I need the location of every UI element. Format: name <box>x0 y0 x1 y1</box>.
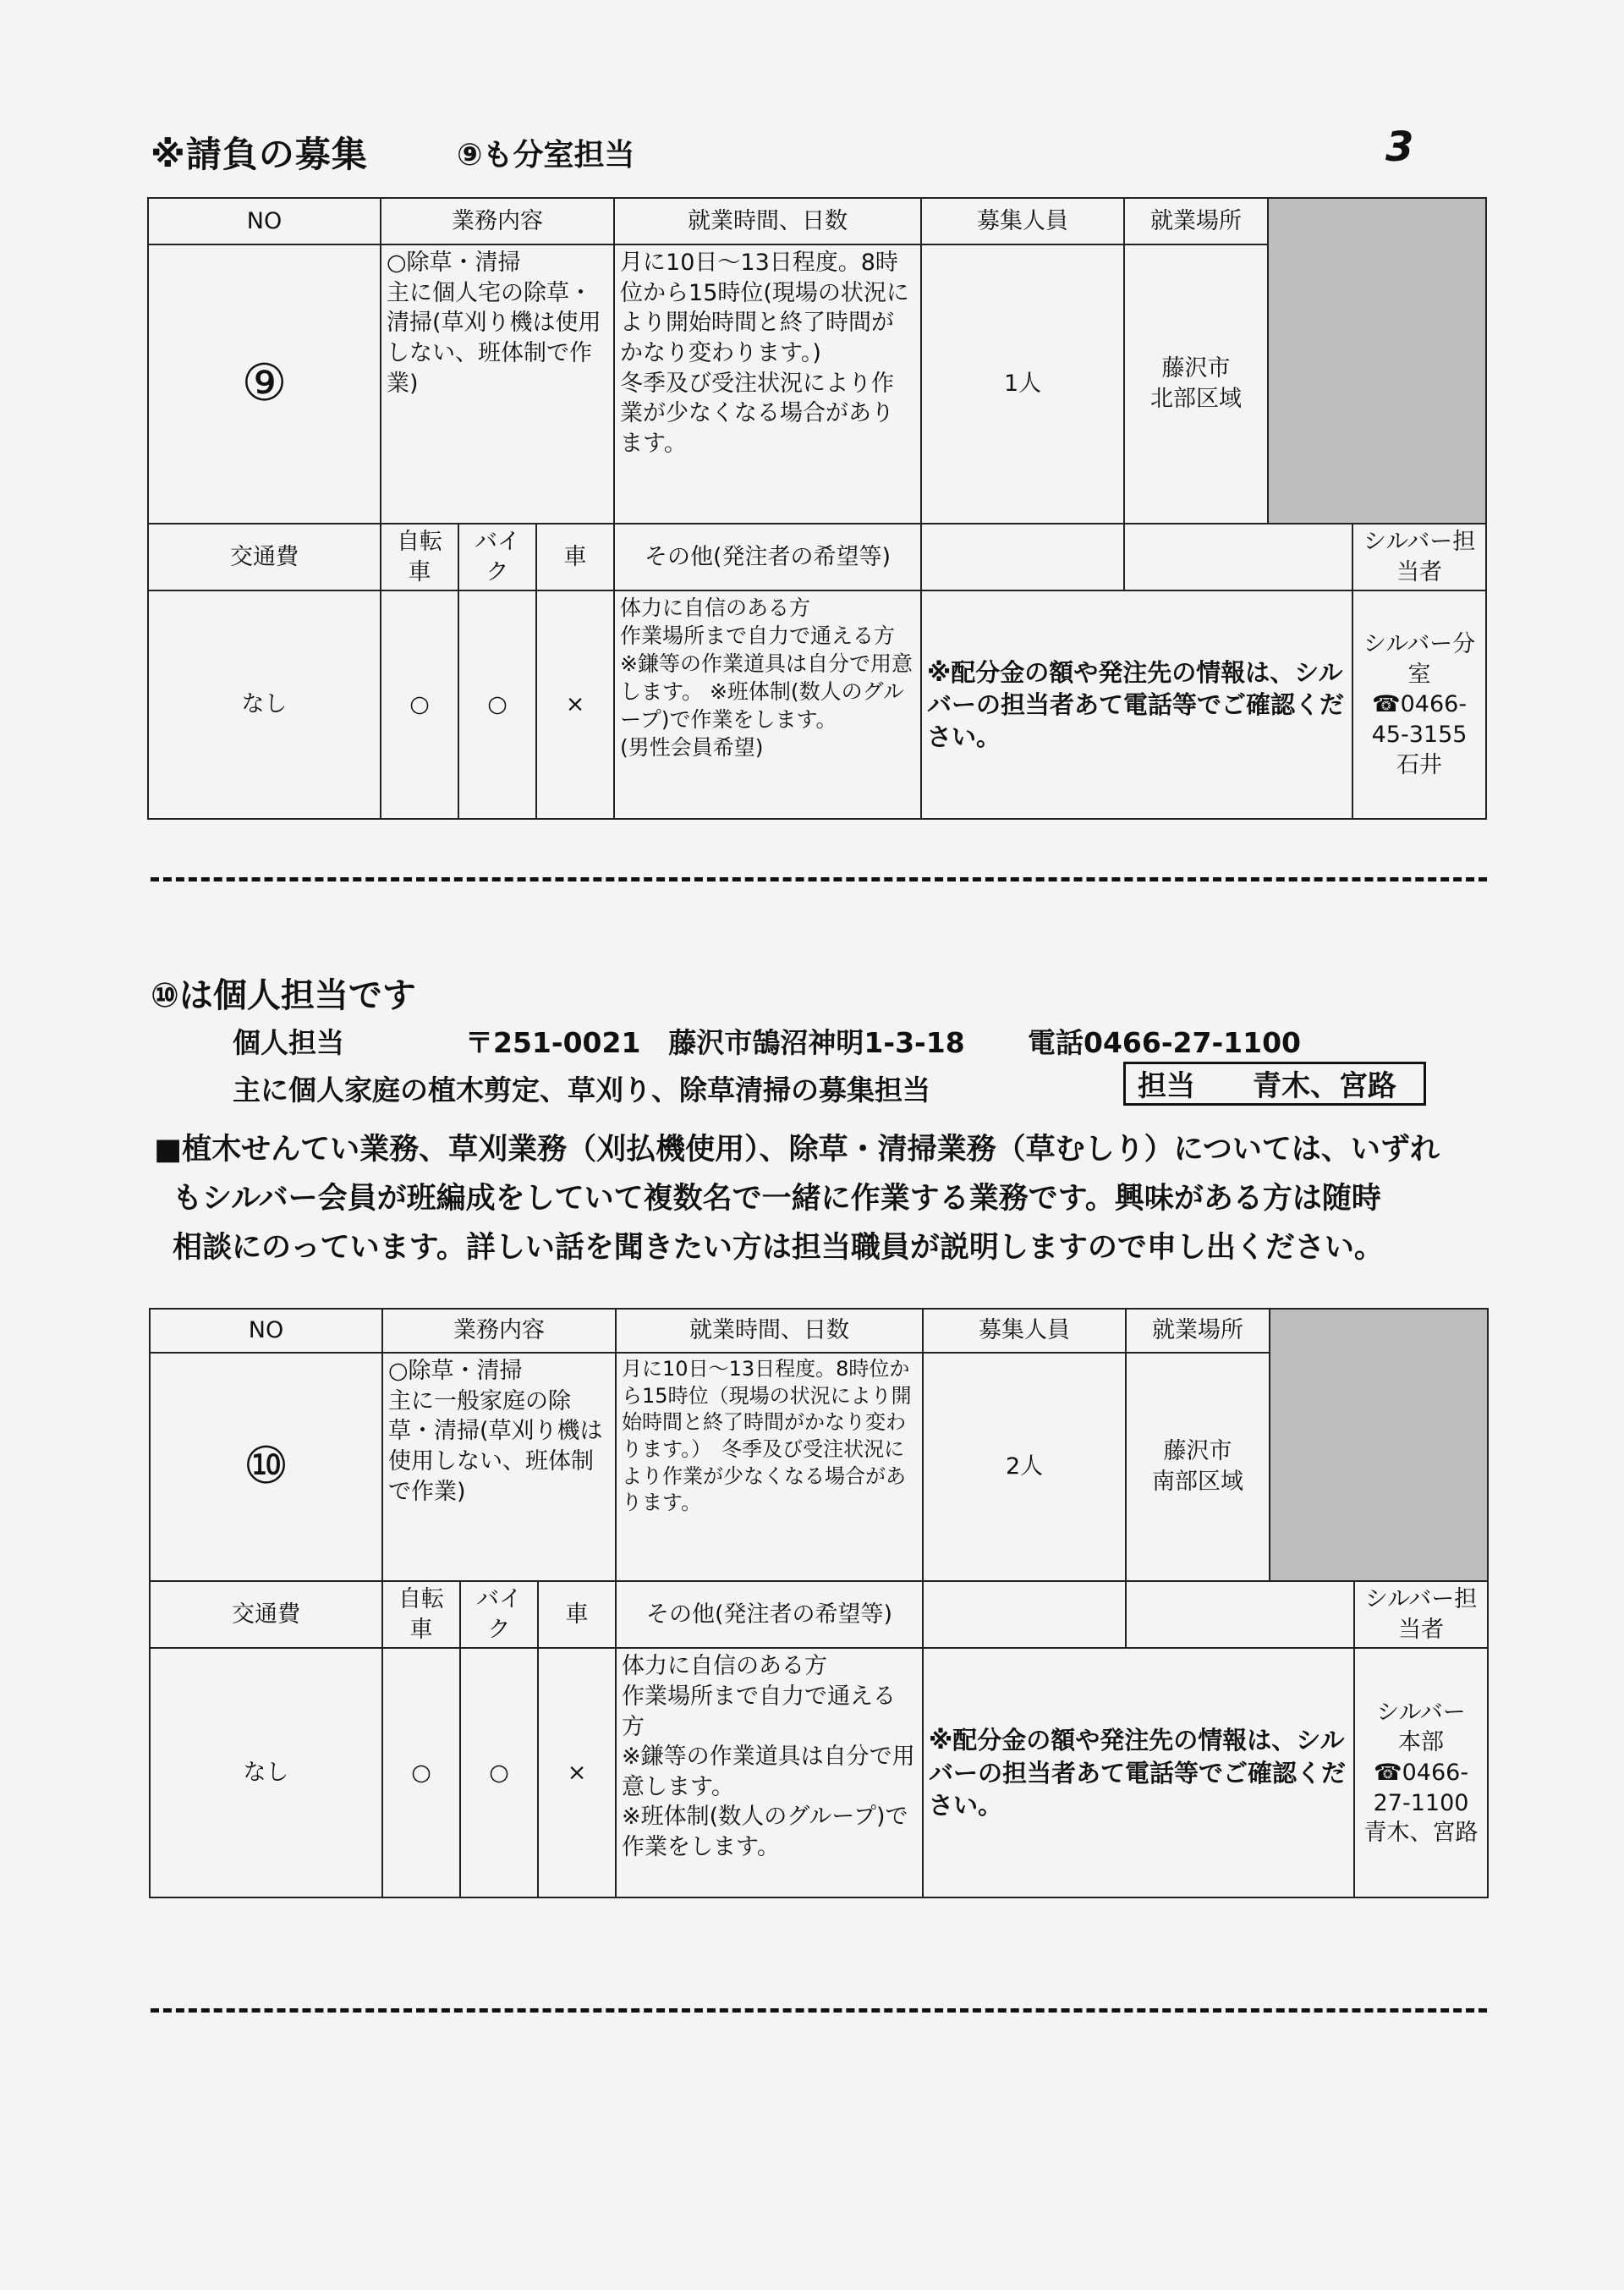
header-no: NO <box>150 1309 382 1353</box>
job-number: ⑩ <box>150 1353 382 1581</box>
work-hours: 月に10日～13日程度。8時位から15時位（現場の状況により開始時間と終了時間がかなり変わります。） 冬季及び受注状況により作業が少なくなる場合があります。 <box>616 1353 923 1581</box>
header-staff: シルバー担当者 <box>1352 524 1486 590</box>
notice-text: ※配分金の額や発注先の情報は、シルバーの担当者あて電話等でご確認ください。 <box>923 1648 1354 1897</box>
header-note: ⑨も分室担当 <box>457 138 635 173</box>
job-number: ⑨ <box>148 244 381 524</box>
other-notes: 体力に自信のある方 作業場所まで自力で通える方 ※鎌等の作業道具は自分で用意します。 ※班体制(数人のグループ)で作業をします。 (男性会員希望) <box>614 590 921 819</box>
header-people: 募集人員 <box>921 198 1124 244</box>
page-title: ※請負の募集 <box>151 134 368 175</box>
assignee-box: 担当 青木、宮路 <box>1123 1062 1426 1106</box>
bike-value: ○ <box>460 1648 538 1897</box>
staff-contact: シルバー 本部 ☎0466-27-1100 青木、宮路 <box>1354 1648 1488 1897</box>
notice-text: ※配分金の額や発注先の情報は、シルバーの担当者あて電話等でご確認ください。 <box>921 590 1352 819</box>
info-paragraph <box>154 1125 1482 1272</box>
section-heading: ⑩は個人担当です <box>151 976 416 1015</box>
work-place: 藤沢市 南部区域 <box>1126 1353 1270 1581</box>
header-car: 車 <box>538 1581 616 1648</box>
divider-line <box>151 877 1487 881</box>
recruit-count: 1人 <box>921 244 1124 524</box>
contact-address: 〒251-0021 藤沢市鵠沼神明1-3-18 <box>465 1026 965 1059</box>
header-hours: 就業時間、日数 <box>614 198 921 244</box>
header-bicycle: 自転車 <box>381 524 458 590</box>
para-line: ■植木せんてい業務、草刈業務（刈払機使用）、除草・清掃業務（草むしり）については、いずれ <box>154 1133 1440 1167</box>
car-value: × <box>536 590 614 819</box>
header-bike: バイク <box>460 1581 538 1648</box>
header-work: 業務内容 <box>381 198 614 244</box>
empty-header-cell <box>1126 1581 1354 1648</box>
bicycle-value: ○ <box>382 1648 460 1897</box>
header-bike: バイク <box>458 524 536 590</box>
header-transport: 交通費 <box>148 524 381 590</box>
empty-header-cell <box>1124 524 1352 590</box>
contact-phone: 電話0466-27-1100 <box>1028 1026 1302 1059</box>
work-place: 藤沢市 北部区域 <box>1124 244 1268 524</box>
page-number: 3 <box>1385 124 1414 171</box>
header-place: 就業場所 <box>1124 198 1268 244</box>
job-table-10 <box>149 1308 1489 1898</box>
other-notes: 体力に自信のある方 作業場所まで自力で通える方 ※鎌等の作業道具は自分で用意します。 ※班体制(数人のグループ)で作業をします。 <box>616 1648 923 1897</box>
gray-cell <box>1268 198 1486 524</box>
header-people: 募集人員 <box>923 1309 1126 1353</box>
empty-header-cell <box>921 524 1124 590</box>
header-car: 車 <box>536 524 614 590</box>
bike-value: ○ <box>458 590 536 819</box>
contact-description: 主に個人家庭の植木剪定、草刈り、除草清掃の募集担当 <box>233 1074 930 1107</box>
header-hours: 就業時間、日数 <box>616 1309 923 1353</box>
header-other: その他(発注者の希望等) <box>616 1581 923 1648</box>
work-description: ○除草・清掃 主に個人宅の除草・清掃(草刈り機は使用しない、班体制で作業) <box>381 244 614 524</box>
job-table-9 <box>147 197 1487 820</box>
header-staff: シルバー担当者 <box>1354 1581 1488 1648</box>
header-transport: 交通費 <box>150 1581 382 1648</box>
header-bicycle: 自転車 <box>382 1581 460 1648</box>
header-place: 就業場所 <box>1126 1309 1270 1353</box>
empty-header-cell <box>923 1581 1126 1648</box>
work-hours: 月に10日～13日程度。8時位から15時位(現場の状況により開始時間と終了時間がかなり変わります。) 冬季及び受注状況により作業が少なくなる場合があります。 <box>614 244 921 524</box>
divider-line <box>151 2008 1487 2013</box>
gray-cell <box>1270 1309 1488 1581</box>
para-line: 相談にのっています。詳しい話を聞きたい方は担当職員が説明しますので申し出ください。 <box>173 1231 1384 1265</box>
header-other: その他(発注者の希望等) <box>614 524 921 590</box>
transport-value: なし <box>150 1648 382 1897</box>
car-value: × <box>538 1648 616 1897</box>
bicycle-value: ○ <box>381 590 458 819</box>
header-no: NO <box>148 198 381 244</box>
contact-label: 個人担当 <box>233 1026 344 1059</box>
work-description: ○除草・清掃 主に一般家庭の除草・清掃(草刈り機は使用しない、班体制で作業) <box>382 1353 616 1581</box>
header-work: 業務内容 <box>382 1309 616 1353</box>
para-line: もシルバー会員が班編成をしていて複数名で一緒に作業する業務です。興味がある方は随時 <box>173 1182 1381 1216</box>
staff-contact: シルバー分室 ☎0466-45-3155 石井 <box>1352 590 1486 819</box>
transport-value: なし <box>148 590 381 819</box>
recruit-count: 2人 <box>923 1353 1126 1581</box>
